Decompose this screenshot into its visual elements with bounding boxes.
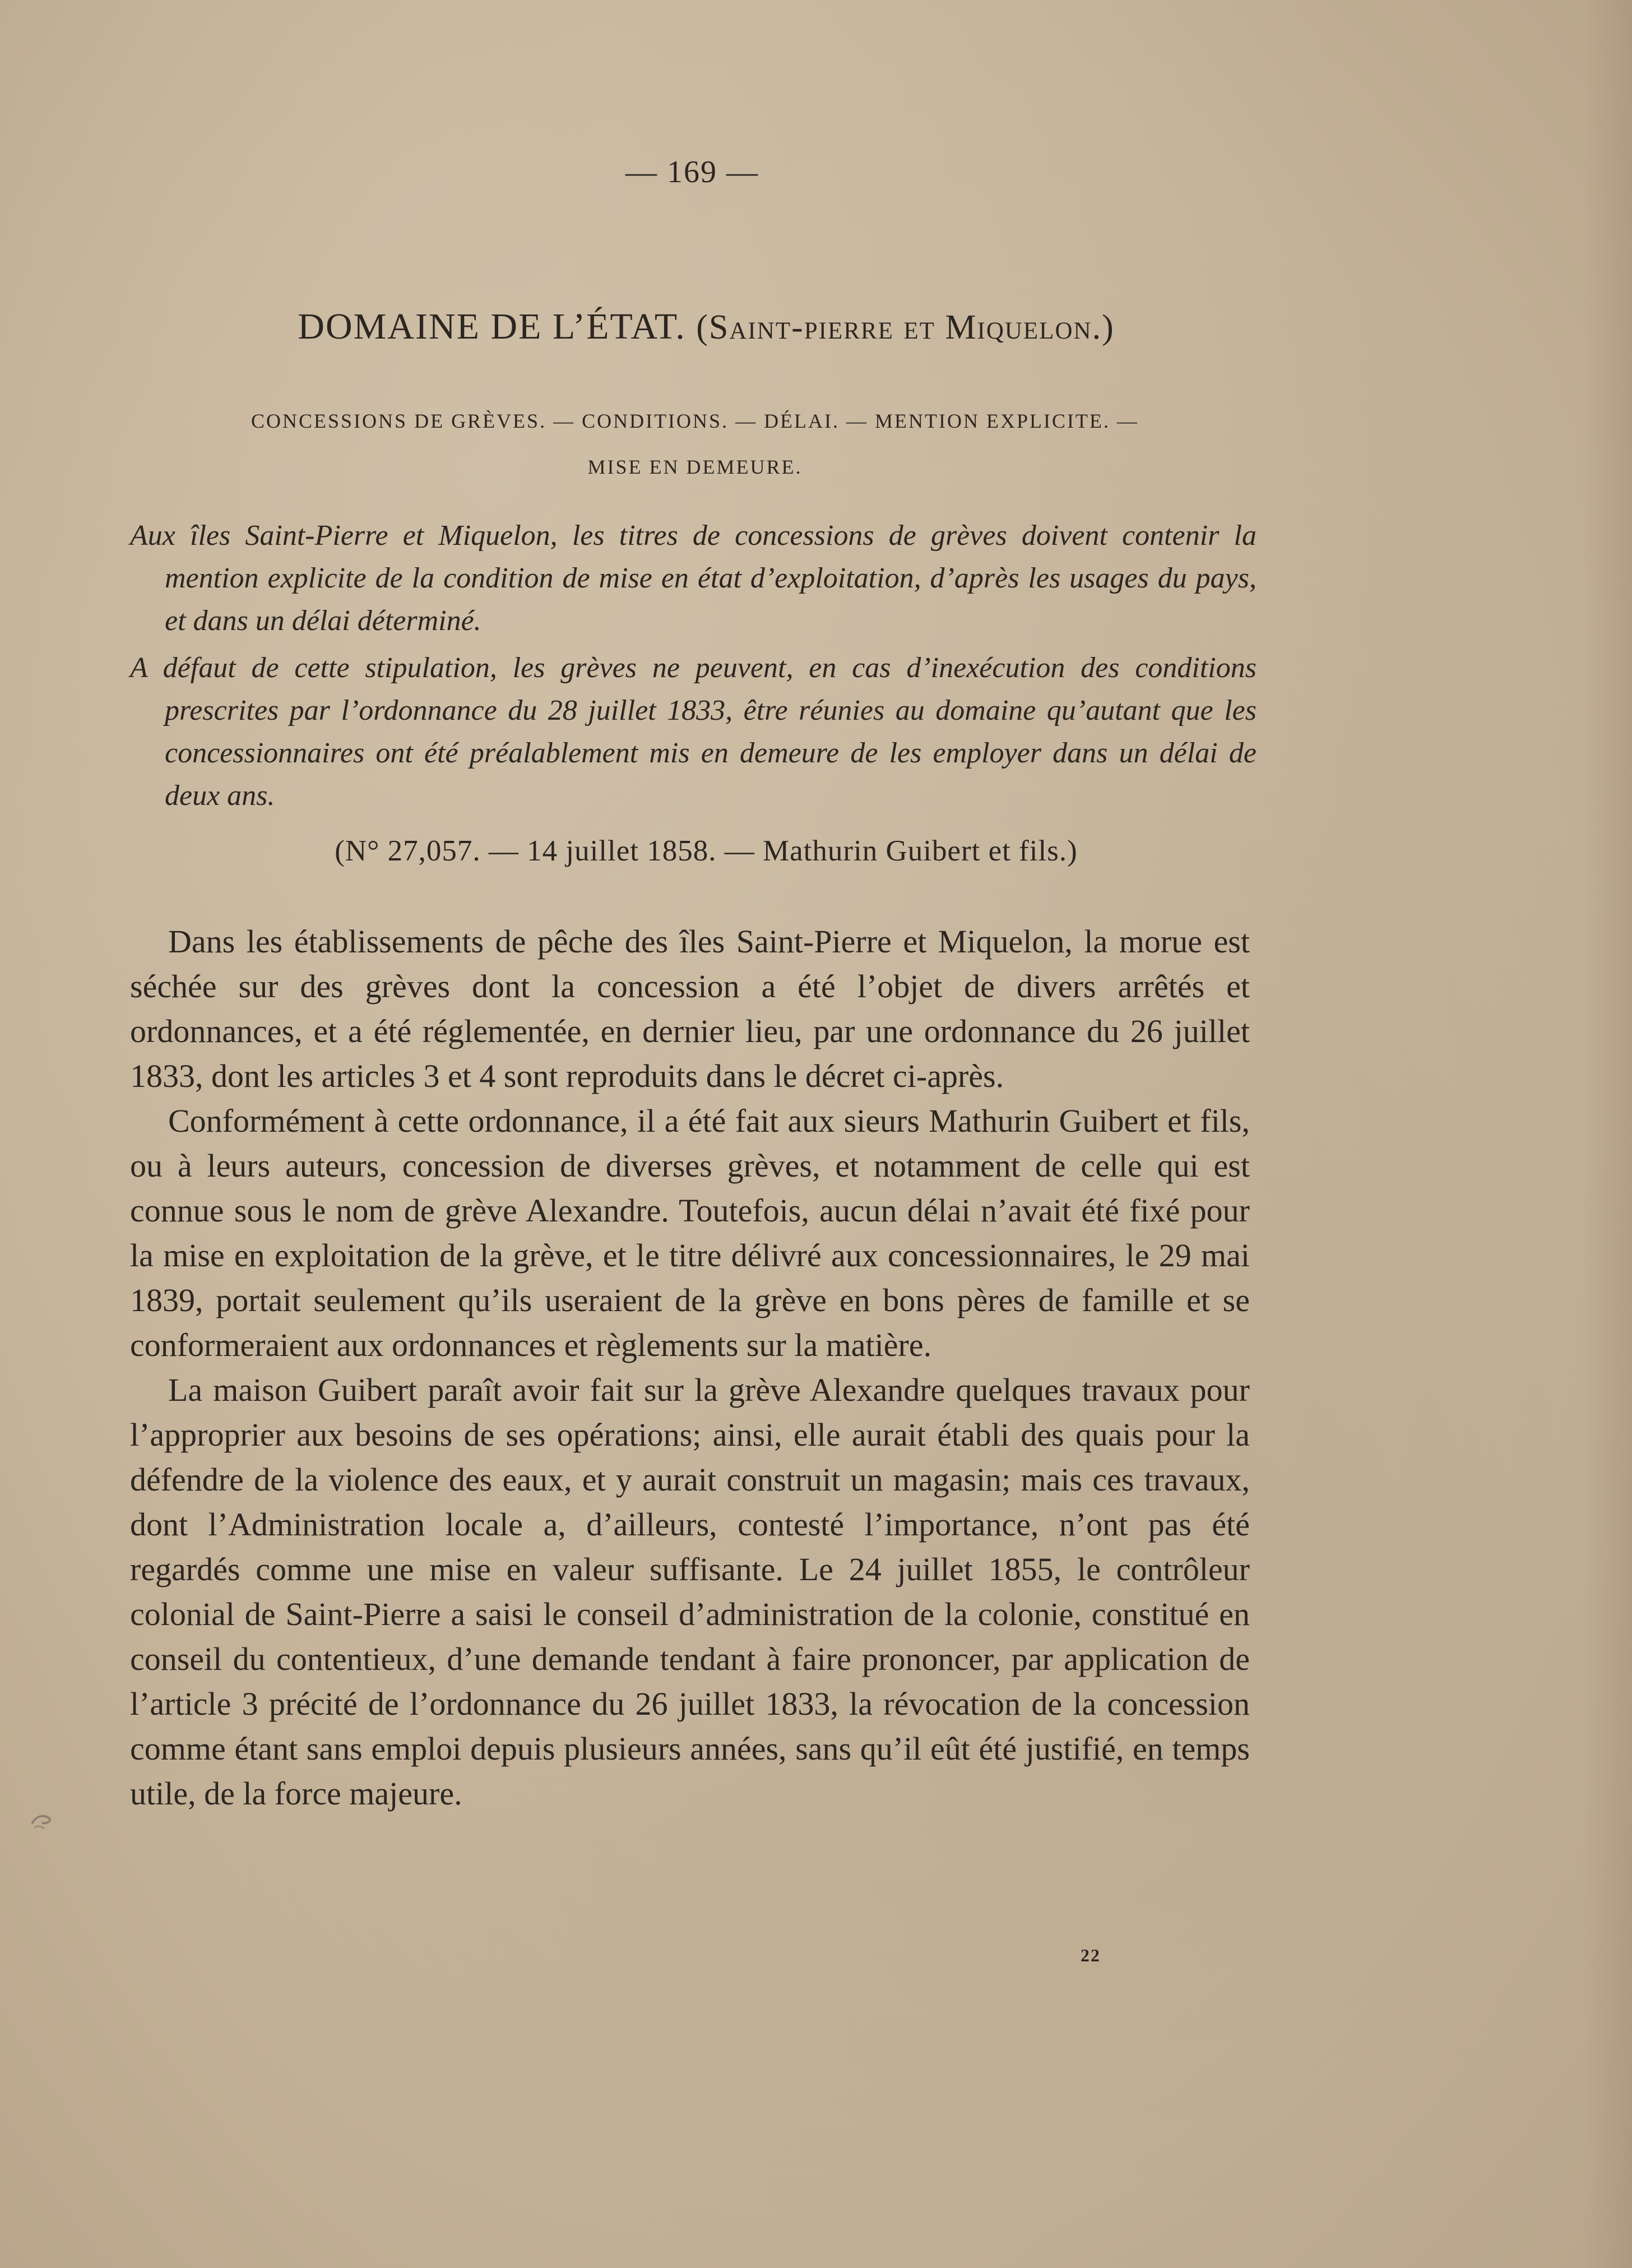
page-edge-shadow <box>1582 0 1632 2268</box>
page-number: — 169 — <box>625 155 759 189</box>
margin-smudge-icon <box>27 1804 58 1835</box>
subject-keywords <box>163 398 1227 490</box>
subject-keywords-line-1: CONCESSIONS DE GRÈVES. — CONDITIONS. — DÉLAI. — MENTION EXPLICITE. — <box>251 410 1139 432</box>
body-paragraph-2: Conformément à cette ordonnance, il a été fait aux sieurs Mathurin Guibert et fils, ou à leurs auteurs, concession de diverses grèves, et notamment de celle qui est connue sous le nom de grève Alexandre. Toutefois, aucun délai n’avait été fixé pour la mise en exploitation de la grève, et le titre délivré aux concessionnaires, le 29 mai 1839, portait seulement qu’ils useraient de la grève en bons pères de famille et se conformeraient aux ordonnances et règlements sur la matière. <box>130 1103 1250 1363</box>
signature-mark: 22 <box>1081 1945 1101 1965</box>
summary-headnote <box>130 515 1257 822</box>
case-citation: (N° 27,057. — 14 juillet 1858. — Mathurin Guibert et fils.) <box>335 835 1078 867</box>
section-title-main: DOMAINE DE L’ÉTAT. <box>298 306 686 347</box>
summary-paragraph-2: A défaut de cette stipulation, les grèves ne peuvent, en cas d’inexécution des conditions prescrites par l’ordonnance du 28 juillet 1833, être réunies au domaine qu’autant que les concessionnaires ont été préalablement mis en demeure de les employer dans un délai de deux ans. <box>130 652 1257 812</box>
body-paragraph-3: La maison Guibert paraît avoir fait sur la grève Alexandre quelques travaux pour l’approprier aux besoins de ses opérations; ainsi, elle aurait établi des quais pour la défendre de la violence des eaux, et y aurait construit un magasin; mais ces travaux, dont l’Administration locale a, d’ailleurs, contesté l’importance, n’ont pas été regardés comme une mise en valeur suffisante. Le 24 juillet 1855, le contrôleur colonial de Saint-Pierre a saisi le conseil d’administration de la colonie, constitué en conseil du contentieux, d’une demande tendant à faire prononcer, par application de l’article 3 précité de l’ordonnance du 26 juillet 1833, la révocation de la concession comme étant sans emploi depuis plusieurs années, sans qu’il eût été justifié, en temps utile, de la force majeure. <box>130 1372 1250 1812</box>
summary-paragraph-1: Aux îles Saint-Pierre et Miquelon, les titres de concessions de grèves doivent contenir la mention explicite de la condition de mise en état d’exploitation, d’après les usages du pays, et dans un délai déterminé. <box>130 520 1257 637</box>
body-paragraph-1: Dans les établissements de pêche des îles Saint-Pierre et Miquelon, la morue est séchée sur des grèves dont la concession a été l’objet de divers arrêtés et ordonnances, et a été réglementée, en dernier lieu, par une ordonnance du 26 juillet 1833, dont les articles 3 et 4 sont reproduits dans le décret ci-après. <box>130 923 1250 1094</box>
section-title <box>0 306 1412 348</box>
subject-keywords-line-2: MISE EN DEMEURE. <box>587 456 803 478</box>
section-title-location: (Saint-pierre et Miquelon.) <box>696 308 1115 346</box>
body-text <box>130 919 1250 1816</box>
